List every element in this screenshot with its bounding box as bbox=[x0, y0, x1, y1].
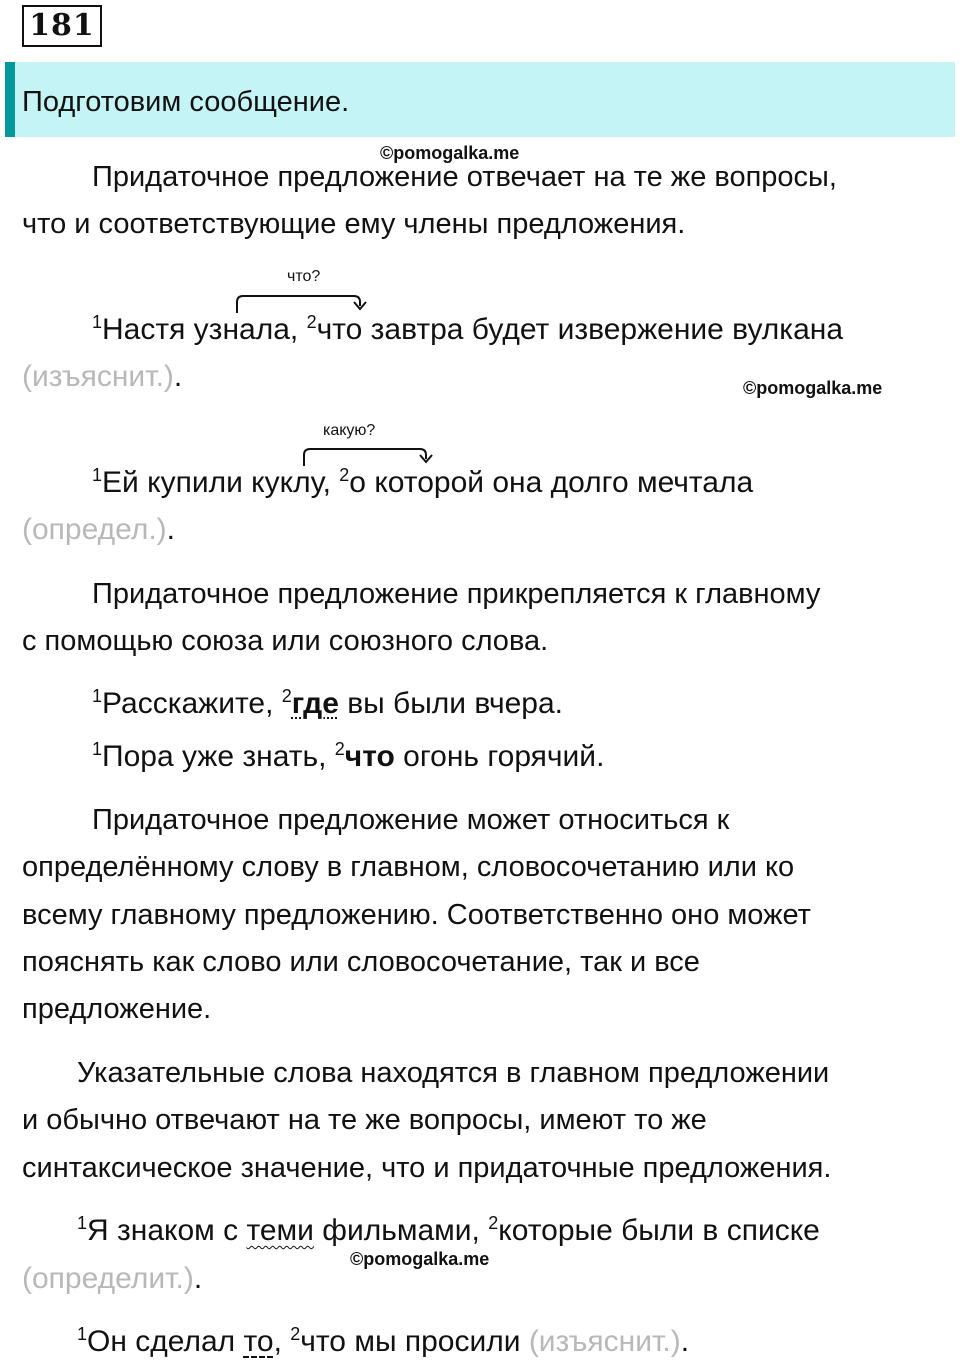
main-clause: Настя узнала, bbox=[102, 313, 307, 346]
watermark: ©pomogalka.me bbox=[380, 143, 520, 163]
clause-number: 2 bbox=[339, 465, 350, 485]
clause-number: 2 bbox=[290, 1324, 301, 1344]
demonstrative-word: то bbox=[243, 1325, 274, 1358]
paragraph-1-line-2: что и соответствующие ему члены предложения. bbox=[22, 208, 686, 240]
paragraph-3-line-4: пояснять как слово или словосочетание, так и все bbox=[22, 946, 700, 978]
main-clause: Ей купили куклу, bbox=[102, 466, 340, 499]
subordinate-clause: что мы просили bbox=[300, 1325, 529, 1358]
example-5-note-line bbox=[22, 1261, 202, 1297]
subordinate-clause-rest: огонь горячий. bbox=[394, 740, 605, 773]
paragraph-3-line-2: определённому слову в главном, словосочетанию или ко bbox=[22, 851, 795, 883]
clause-number: 1 bbox=[77, 1213, 88, 1233]
main-clause-start: Он сделал bbox=[87, 1325, 244, 1358]
clause-type-note: (изъяснит.) bbox=[528, 1325, 681, 1358]
demonstrative-word: теми bbox=[246, 1214, 314, 1247]
example-2-sentence bbox=[92, 465, 753, 501]
paragraph-3-line-3: всему главному предложению. Соответственно оно может bbox=[22, 899, 811, 931]
paragraph-1-line-1: Придаточное предложение отвечает на те же вопросы, bbox=[92, 161, 837, 193]
paragraph-2-line-1: Придаточное предложение прикрепляется к главному bbox=[92, 578, 821, 610]
clause-number: 1 bbox=[92, 739, 103, 759]
clause-number: 2 bbox=[334, 739, 345, 759]
period: . bbox=[173, 360, 183, 393]
subordinate-clause: которые были в списке bbox=[498, 1214, 820, 1247]
paragraph-3-line-5: предложение. bbox=[22, 993, 212, 1025]
main-clause-end: фильмами, bbox=[313, 1214, 489, 1247]
subordinate-clause-rest: вы были вчера. bbox=[338, 687, 564, 720]
exercise-number: 181 bbox=[22, 5, 102, 47]
paragraph-4-line-2: и обычно отвечают на те же вопросы, имеют то же bbox=[22, 1104, 707, 1136]
example-6-sentence bbox=[77, 1324, 689, 1360]
example-5-sentence bbox=[77, 1213, 820, 1249]
paragraph-4-line-1: Указательные слова находятся в главном предложении bbox=[77, 1057, 830, 1089]
watermark: ©pomogalka.me bbox=[743, 378, 883, 398]
example-3-sentence bbox=[92, 686, 563, 722]
main-clause-start: Я знаком с bbox=[87, 1214, 247, 1247]
watermark: ©pomogalka.me bbox=[350, 1249, 490, 1269]
conjunction: что bbox=[344, 740, 395, 773]
main-clause: Расскажите, bbox=[102, 687, 282, 720]
question-label-chto: что? bbox=[287, 268, 321, 285]
example-2-note-line bbox=[22, 512, 175, 548]
clause-number: 1 bbox=[92, 312, 103, 332]
paragraph-3-line-1: Придаточное предложение может относиться к bbox=[92, 804, 730, 836]
clause-number: 1 bbox=[92, 465, 103, 485]
period: . bbox=[193, 1262, 203, 1295]
conjunctive-word: где bbox=[291, 687, 339, 720]
paragraph-2-line-2: с помощью союза или союзного слова. bbox=[22, 625, 549, 657]
clause-number: 2 bbox=[306, 312, 317, 332]
clause-type-note: (изъяснит.) bbox=[22, 360, 174, 393]
main-clause: Пора уже знать, bbox=[102, 740, 335, 773]
clause-number: 1 bbox=[92, 686, 103, 706]
clause-number: 2 bbox=[281, 686, 292, 706]
period: . bbox=[680, 1325, 690, 1358]
subordinate-clause: что завтра будет извержение вулкана bbox=[316, 313, 844, 346]
clause-number: 1 bbox=[77, 1324, 88, 1344]
main-clause-end: , bbox=[273, 1325, 291, 1358]
example-4-sentence bbox=[92, 739, 604, 775]
clause-number: 2 bbox=[488, 1213, 499, 1233]
period: . bbox=[166, 513, 175, 546]
question-label-kakuyu: какую? bbox=[323, 422, 376, 439]
subordinate-clause: о которой она долго мечтала bbox=[349, 466, 754, 499]
paragraph-4-line-3: синтаксическое значение, что и придаточные предложения. bbox=[22, 1152, 832, 1184]
clause-type-note: (определит.) bbox=[22, 1262, 194, 1295]
clause-type-note: (определ.) bbox=[22, 513, 167, 546]
task-title: Подготовим сообщение. bbox=[22, 86, 350, 118]
